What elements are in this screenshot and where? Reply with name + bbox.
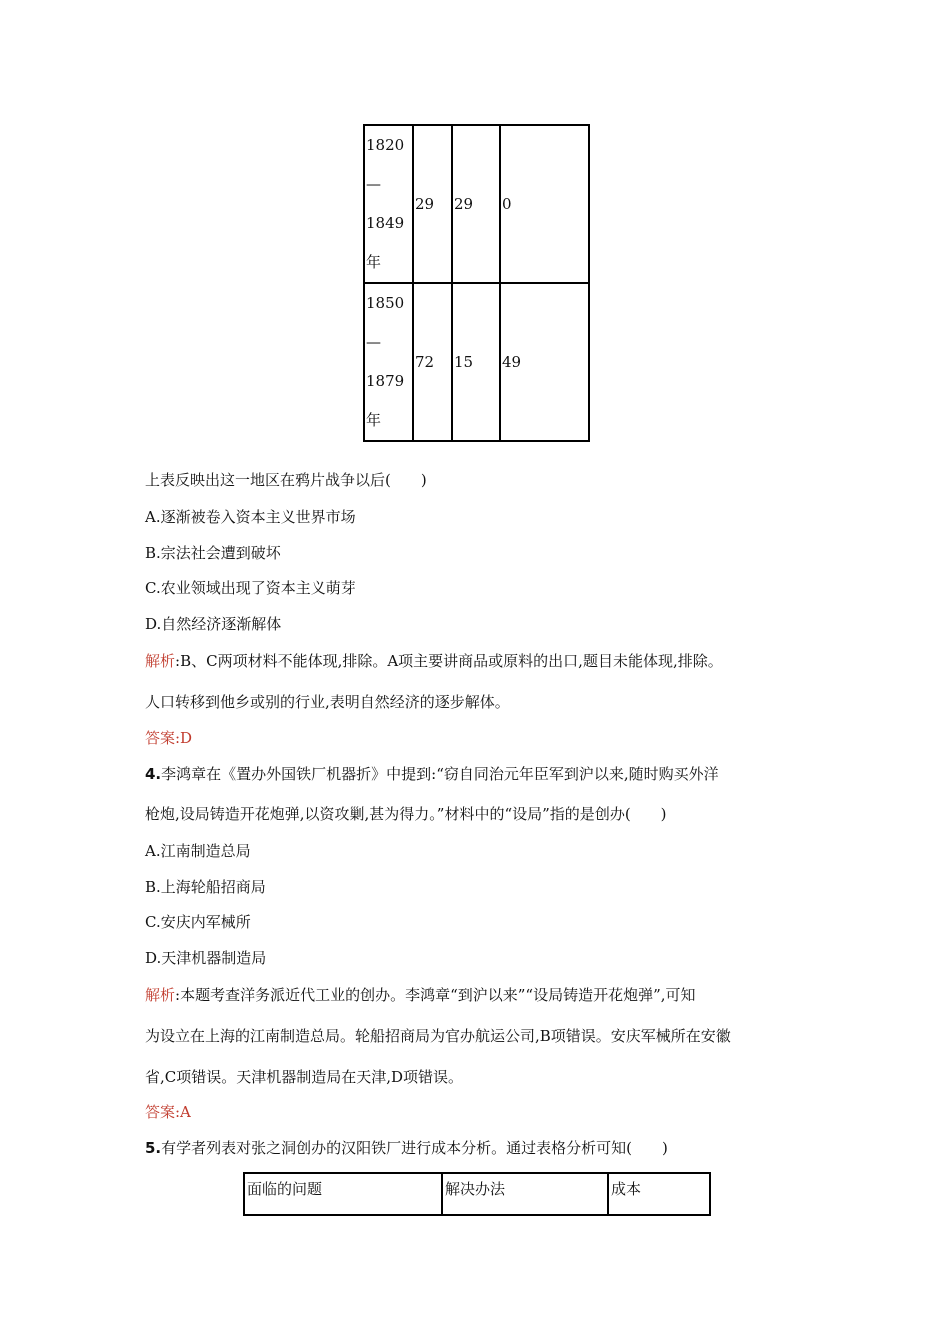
answer: 答案:D [145, 729, 193, 747]
table-cell: 15 [452, 283, 500, 441]
analysis-line: 省,C项错误。天津机器制造局在天津,D项错误。 [145, 1068, 464, 1086]
question-stem-line: 枪炮,设局铸造开花炮弹,以资攻剿,甚为得力。”材料中的“设局”指的是创办( ) [145, 805, 667, 823]
table-cell: 29 [413, 125, 452, 283]
table-row [364, 283, 589, 441]
question-stem: 5.有学者列表对张之洞创办的汉阳铁厂进行成本分析。通过表格分析可知( ) [145, 1139, 668, 1157]
analysis-line: 为设立在上海的江南制造总局。轮船招商局为官办航运公司,B项错误。安庆军械所在安徽 [145, 1027, 731, 1045]
question-number: 4. [145, 765, 162, 783]
analysis: 解析:B、C两项材料不能体现,排除。A项主要讲商品或原料的出口,题目未能体现,排除。 [145, 652, 723, 670]
table-header: 解决办法 [442, 1173, 608, 1215]
option-d: D.天津机器制造局 [145, 949, 267, 967]
question-stem: 上表反映出这一地区在鸦片战争以后( ) [145, 471, 427, 489]
data-table-2 [243, 1172, 711, 1216]
table-cell: 49 [500, 283, 589, 441]
option-b: B.上海轮船招商局 [145, 878, 266, 896]
table-row [364, 125, 589, 283]
year-cell: 1850 — 1879 年 [364, 283, 413, 441]
option-a: A.江南制造总局 [145, 842, 251, 860]
option-c: C.农业领域出现了资本主义萌芽 [145, 579, 356, 597]
question-number: 5. [145, 1139, 162, 1157]
option-a: A.逐渐被卷入资本主义世界市场 [145, 508, 356, 526]
question-stem: 4.李鸿章在《置办外国铁厂机器折》中提到:“窃自同治元年臣军到沪以来,随时购买外洋 [145, 765, 719, 783]
table-cell: 72 [413, 283, 452, 441]
analysis: 解析:本题考查洋务派近代工业的创办。李鸿章“到沪以来”“设局铸造开花炮弹”,可知 [145, 986, 696, 1004]
analysis-label: 解析 [145, 652, 176, 670]
answer: 答案:A [145, 1103, 191, 1121]
table-header: 面临的问题 [244, 1173, 442, 1215]
table-header: 成本 [608, 1173, 710, 1215]
table-cell: 29 [452, 125, 500, 283]
option-c: C.安庆内军械所 [145, 913, 251, 931]
year-cell: 1820 — 1849 年 [364, 125, 413, 283]
analysis-label: 解析 [145, 986, 176, 1004]
data-table-1 [363, 124, 590, 442]
table-cell: 0 [500, 125, 589, 283]
analysis-line: 人口转移到他乡或别的行业,表明自然经济的逐步解体。 [145, 693, 510, 711]
option-b: B.宗法社会遭到破坏 [145, 544, 281, 562]
option-d: D.自然经济逐渐解体 [145, 615, 282, 633]
table-header-row [244, 1173, 710, 1215]
